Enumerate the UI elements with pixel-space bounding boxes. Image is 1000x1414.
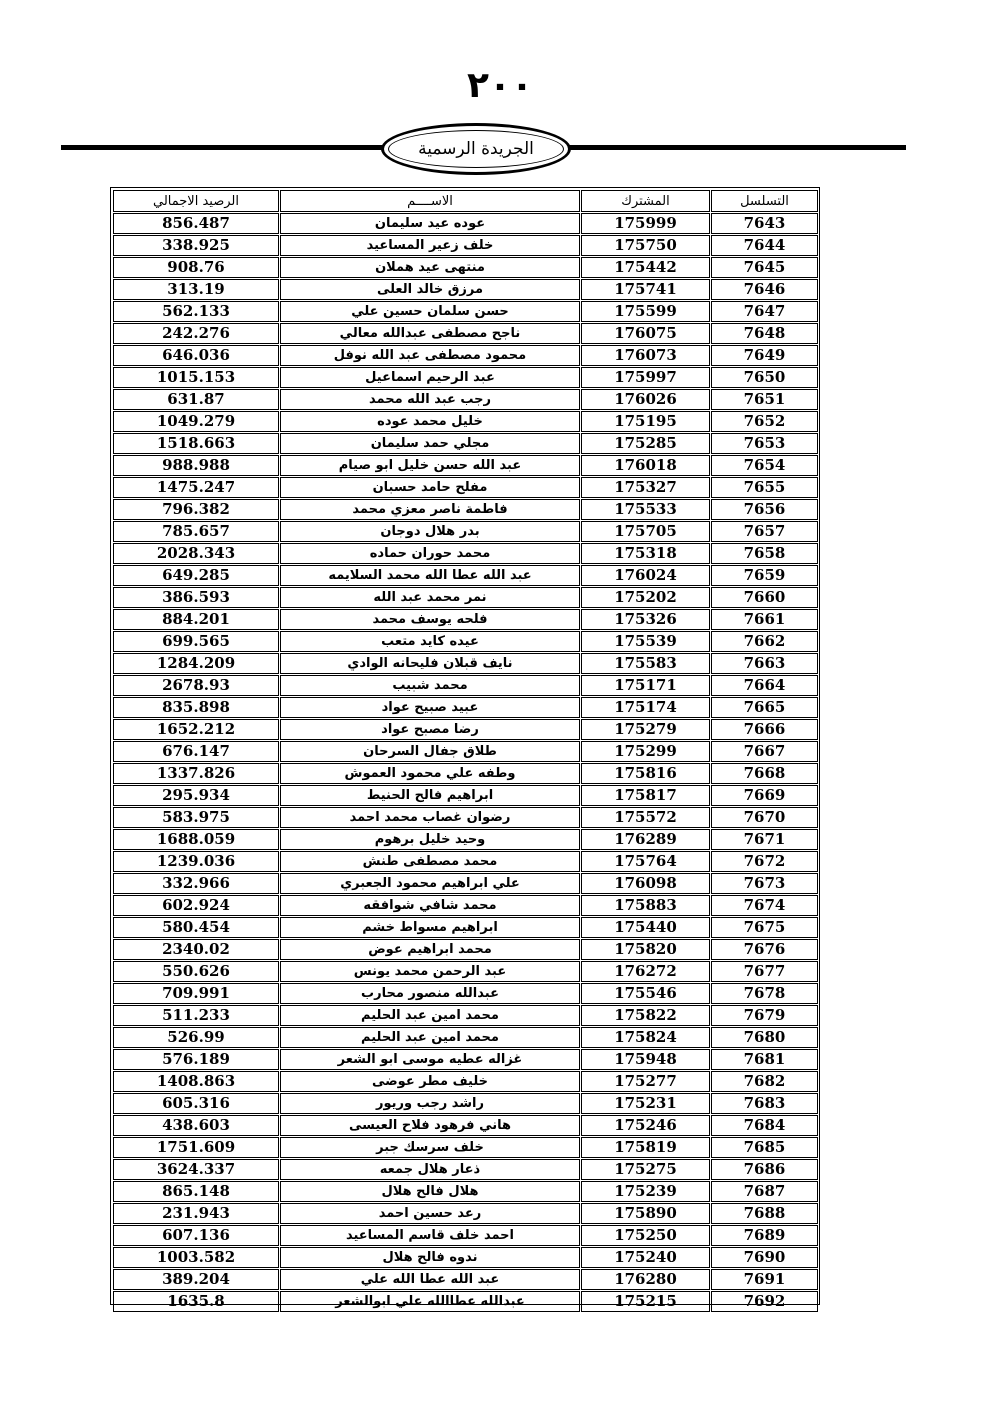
cell-name: منتهى عيد هملان xyxy=(280,257,580,278)
cell-name: عبدالله منصور محارب xyxy=(280,983,580,1004)
subscribers-table-frame xyxy=(110,187,820,1310)
cell-name: بدر هلال دوجان xyxy=(280,521,580,542)
cell-subscriber: 175705 xyxy=(581,521,710,542)
cell-serial: 7687 xyxy=(711,1181,818,1202)
cell-subscriber: 175277 xyxy=(581,1071,710,1092)
cell-serial: 7663 xyxy=(711,653,818,674)
cell-name: مرزق خالد العلى xyxy=(280,279,580,300)
cell-subscriber: 176075 xyxy=(581,323,710,344)
cell-balance: 1751.609 xyxy=(113,1137,279,1158)
cell-serial: 7653 xyxy=(711,433,818,454)
column-header-name: الاســــم xyxy=(280,190,580,212)
cell-name: محمد مصطفى طنش xyxy=(280,851,580,872)
table-row xyxy=(113,499,818,520)
table-row xyxy=(113,1027,818,1048)
table-row xyxy=(113,257,818,278)
table-row xyxy=(113,1071,818,1092)
cell-balance: 884.201 xyxy=(113,609,279,630)
cell-serial: 7683 xyxy=(711,1093,818,1114)
cell-name: مفلح حامد حسبان xyxy=(280,477,580,498)
cell-balance: 332.966 xyxy=(113,873,279,894)
cell-balance: 1635.8 xyxy=(113,1291,279,1312)
cell-subscriber: 175299 xyxy=(581,741,710,762)
cell-balance: 865.148 xyxy=(113,1181,279,1202)
table-row xyxy=(113,631,818,652)
cell-balance: 242.276 xyxy=(113,323,279,344)
cell-balance: 1003.582 xyxy=(113,1247,279,1268)
cell-name: هلال فالح هلال xyxy=(280,1181,580,1202)
table-row xyxy=(113,279,818,300)
cell-serial: 7656 xyxy=(711,499,818,520)
cell-serial: 7662 xyxy=(711,631,818,652)
cell-serial: 7674 xyxy=(711,895,818,916)
table-row xyxy=(113,1181,818,1202)
cell-subscriber: 175997 xyxy=(581,367,710,388)
cell-subscriber: 175820 xyxy=(581,939,710,960)
cell-serial: 7675 xyxy=(711,917,818,938)
cell-subscriber: 175750 xyxy=(581,235,710,256)
cell-balance: 1652.212 xyxy=(113,719,279,740)
cell-serial: 7650 xyxy=(711,367,818,388)
cell-subscriber: 175583 xyxy=(581,653,710,674)
cell-name: ناجح مصطفى عبدالله معالي xyxy=(280,323,580,344)
cell-serial: 7659 xyxy=(711,565,818,586)
cell-name: عبد الله عطا الله علي xyxy=(280,1269,580,1290)
table-row xyxy=(113,785,818,806)
table-header-row xyxy=(113,190,818,212)
cell-balance: 313.19 xyxy=(113,279,279,300)
gazette-title: الجريدة الرسمية xyxy=(418,139,534,159)
table-row xyxy=(113,235,818,256)
cell-serial: 7660 xyxy=(711,587,818,608)
cell-name: خليل محمد عوده xyxy=(280,411,580,432)
cell-name: عبد الرحمن محمد يونس xyxy=(280,961,580,982)
cell-name: خلف سرسك جبر xyxy=(280,1137,580,1158)
cell-name: وطفه علي محمود العموش xyxy=(280,763,580,784)
cell-subscriber: 175246 xyxy=(581,1115,710,1136)
cell-name: عبيد صبيح عواد xyxy=(280,697,580,718)
cell-balance: 709.991 xyxy=(113,983,279,1004)
table-row xyxy=(113,521,818,542)
table-row xyxy=(113,1269,818,1290)
cell-subscriber: 176098 xyxy=(581,873,710,894)
table-row xyxy=(113,1115,818,1136)
cell-name: عبد الله عطا الله محمد السلايمه xyxy=(280,565,580,586)
cell-serial: 7673 xyxy=(711,873,818,894)
table-row xyxy=(113,895,818,916)
column-header-serial: التسلسل xyxy=(711,190,818,212)
cell-name: محمد شبيب xyxy=(280,675,580,696)
table-row xyxy=(113,323,818,344)
cell-subscriber: 175239 xyxy=(581,1181,710,1202)
cell-balance: 649.285 xyxy=(113,565,279,586)
cell-subscriber: 175741 xyxy=(581,279,710,300)
cell-name: ابراهيم فالح الحنيط xyxy=(280,785,580,806)
page-number: ٢٠٠ xyxy=(467,65,533,106)
table-row xyxy=(113,983,818,1004)
cell-name: احمد خلف قاسم المساعيد xyxy=(280,1225,580,1246)
cell-name: مجلي حمد سليمان xyxy=(280,433,580,454)
table-row xyxy=(113,477,818,498)
table-row xyxy=(113,939,818,960)
cell-subscriber: 175999 xyxy=(581,213,710,234)
cell-subscriber: 175171 xyxy=(581,675,710,696)
cell-name: علي ابراهيم محمود الجعبري xyxy=(280,873,580,894)
cell-name: ندوه فالح هلال xyxy=(280,1247,580,1268)
cell-balance: 550.626 xyxy=(113,961,279,982)
cell-balance: 583.975 xyxy=(113,807,279,828)
table-row xyxy=(113,1005,818,1026)
table-row xyxy=(113,1137,818,1158)
cell-subscriber: 175250 xyxy=(581,1225,710,1246)
table-row xyxy=(113,367,818,388)
cell-subscriber: 176018 xyxy=(581,455,710,476)
cell-subscriber: 175318 xyxy=(581,543,710,564)
table-row xyxy=(113,301,818,322)
cell-name: رعد حسين احمد xyxy=(280,1203,580,1224)
table-row xyxy=(113,1225,818,1246)
cell-subscriber: 175599 xyxy=(581,301,710,322)
table-row xyxy=(113,455,818,476)
cell-subscriber: 175883 xyxy=(581,895,710,916)
cell-subscriber: 175440 xyxy=(581,917,710,938)
cell-serial: 7677 xyxy=(711,961,818,982)
cell-serial: 7670 xyxy=(711,807,818,828)
cell-serial: 7667 xyxy=(711,741,818,762)
cell-balance: 699.565 xyxy=(113,631,279,652)
table-row xyxy=(113,873,818,894)
cell-serial: 7651 xyxy=(711,389,818,410)
cell-balance: 295.934 xyxy=(113,785,279,806)
cell-serial: 7645 xyxy=(711,257,818,278)
table-row xyxy=(113,609,818,630)
cell-name: وحيد خليل برهوم xyxy=(280,829,580,850)
cell-name: محمد حوران حماده xyxy=(280,543,580,564)
cell-name: عبد الرحيم اسماعيل xyxy=(280,367,580,388)
cell-serial: 7668 xyxy=(711,763,818,784)
cell-serial: 7686 xyxy=(711,1159,818,1180)
cell-balance: 338.925 xyxy=(113,235,279,256)
table-row xyxy=(113,213,818,234)
cell-name: غزاله عطيه موسى ابو الشعر xyxy=(280,1049,580,1070)
cell-balance: 1337.826 xyxy=(113,763,279,784)
cell-balance: 988.988 xyxy=(113,455,279,476)
cell-subscriber: 175195 xyxy=(581,411,710,432)
cell-serial: 7669 xyxy=(711,785,818,806)
cell-name: محمد امين عبد الحليم xyxy=(280,1027,580,1048)
cell-balance: 3624.337 xyxy=(113,1159,279,1180)
cell-name: خلف زعير المساعيد xyxy=(280,235,580,256)
table-row xyxy=(113,697,818,718)
cell-balance: 796.382 xyxy=(113,499,279,520)
gazette-title-oval xyxy=(381,123,571,175)
table-row xyxy=(113,565,818,586)
cell-name: رضوان غصاب محمد احمد xyxy=(280,807,580,828)
table-row xyxy=(113,917,818,938)
cell-name: محمد شافي شوافقه xyxy=(280,895,580,916)
cell-name: خليف مطر عوضى xyxy=(280,1071,580,1092)
cell-subscriber: 175539 xyxy=(581,631,710,652)
table-row xyxy=(113,1093,818,1114)
cell-balance: 835.898 xyxy=(113,697,279,718)
cell-balance: 602.924 xyxy=(113,895,279,916)
table-row xyxy=(113,433,818,454)
cell-serial: 7644 xyxy=(711,235,818,256)
table-row xyxy=(113,763,818,784)
cell-serial: 7676 xyxy=(711,939,818,960)
cell-serial: 7671 xyxy=(711,829,818,850)
cell-subscriber: 176272 xyxy=(581,961,710,982)
cell-serial: 7692 xyxy=(711,1291,818,1312)
table-row xyxy=(113,345,818,366)
cell-subscriber: 175824 xyxy=(581,1027,710,1048)
cell-balance: 1408.863 xyxy=(113,1071,279,1092)
cell-name: محمود مصطفى عبد الله نوفل xyxy=(280,345,580,366)
table-row xyxy=(113,1159,818,1180)
cell-serial: 7649 xyxy=(711,345,818,366)
cell-subscriber: 175174 xyxy=(581,697,710,718)
cell-balance: 1049.279 xyxy=(113,411,279,432)
cell-serial: 7682 xyxy=(711,1071,818,1092)
cell-subscriber: 175240 xyxy=(581,1247,710,1268)
cell-name: فلحه يوسف محمد xyxy=(280,609,580,630)
cell-name: محمد امين عبد الحليم xyxy=(280,1005,580,1026)
cell-subscriber: 175275 xyxy=(581,1159,710,1180)
table-row xyxy=(113,675,818,696)
column-header-balance: الرصيد الاجمالي xyxy=(113,190,279,212)
cell-serial: 7691 xyxy=(711,1269,818,1290)
cell-name: نايف قبلان فليحانه الوادي xyxy=(280,653,580,674)
column-header-subscriber: المشترك xyxy=(581,190,710,212)
cell-serial: 7664 xyxy=(711,675,818,696)
cell-serial: 7665 xyxy=(711,697,818,718)
cell-serial: 7658 xyxy=(711,543,818,564)
cell-subscriber: 175816 xyxy=(581,763,710,784)
cell-subscriber: 175948 xyxy=(581,1049,710,1070)
cell-name: محمد ابراهيم عوض xyxy=(280,939,580,960)
cell-subscriber: 175546 xyxy=(581,983,710,1004)
cell-balance: 908.76 xyxy=(113,257,279,278)
table-row xyxy=(113,851,818,872)
cell-balance: 389.204 xyxy=(113,1269,279,1290)
table-row xyxy=(113,719,818,740)
cell-balance: 605.316 xyxy=(113,1093,279,1114)
cell-name: طلاق جفال السرحان xyxy=(280,741,580,762)
cell-balance: 1239.036 xyxy=(113,851,279,872)
table-row xyxy=(113,1291,818,1312)
cell-name: رضا مصبح عواد xyxy=(280,719,580,740)
cell-serial: 7672 xyxy=(711,851,818,872)
cell-balance: 386.593 xyxy=(113,587,279,608)
cell-subscriber: 175231 xyxy=(581,1093,710,1114)
cell-serial: 7647 xyxy=(711,301,818,322)
cell-subscriber: 175822 xyxy=(581,1005,710,1026)
table-body xyxy=(113,213,818,1312)
cell-balance: 2340.02 xyxy=(113,939,279,960)
cell-serial: 7643 xyxy=(711,213,818,234)
cell-name: عيده كايد متعب xyxy=(280,631,580,652)
cell-name: هاني فرهود فلاح العيسى xyxy=(280,1115,580,1136)
cell-serial: 7646 xyxy=(711,279,818,300)
cell-serial: 7655 xyxy=(711,477,818,498)
cell-subscriber: 175819 xyxy=(581,1137,710,1158)
cell-serial: 7681 xyxy=(711,1049,818,1070)
table-row xyxy=(113,1247,818,1268)
cell-subscriber: 176073 xyxy=(581,345,710,366)
table-row xyxy=(113,807,818,828)
cell-name: ابراهيم مسواط خشم xyxy=(280,917,580,938)
cell-subscriber: 176024 xyxy=(581,565,710,586)
subscribers-table xyxy=(112,189,819,1313)
cell-balance: 438.603 xyxy=(113,1115,279,1136)
cell-subscriber: 176026 xyxy=(581,389,710,410)
table-row xyxy=(113,587,818,608)
cell-balance: 1284.209 xyxy=(113,653,279,674)
cell-name: فاطمة ناصر معزي محمد xyxy=(280,499,580,520)
cell-serial: 7678 xyxy=(711,983,818,1004)
cell-balance: 1475.247 xyxy=(113,477,279,498)
cell-subscriber: 175764 xyxy=(581,851,710,872)
cell-balance: 580.454 xyxy=(113,917,279,938)
cell-subscriber: 175890 xyxy=(581,1203,710,1224)
cell-balance: 511.233 xyxy=(113,1005,279,1026)
table-row xyxy=(113,389,818,410)
cell-subscriber: 175202 xyxy=(581,587,710,608)
cell-name: حسن سلمان حسين علي xyxy=(280,301,580,322)
cell-subscriber: 175327 xyxy=(581,477,710,498)
table-row xyxy=(113,1049,818,1070)
cell-name: راشد رجب وريور xyxy=(280,1093,580,1114)
cell-balance: 1688.059 xyxy=(113,829,279,850)
cell-serial: 7654 xyxy=(711,455,818,476)
cell-name: نمر محمد عبد الله xyxy=(280,587,580,608)
cell-balance: 231.943 xyxy=(113,1203,279,1224)
cell-balance: 676.147 xyxy=(113,741,279,762)
table-row xyxy=(113,653,818,674)
cell-serial: 7666 xyxy=(711,719,818,740)
table-row xyxy=(113,411,818,432)
cell-subscriber: 175215 xyxy=(581,1291,710,1312)
cell-subscriber: 176280 xyxy=(581,1269,710,1290)
cell-serial: 7690 xyxy=(711,1247,818,1268)
cell-balance: 607.136 xyxy=(113,1225,279,1246)
table-row xyxy=(113,741,818,762)
cell-serial: 7648 xyxy=(711,323,818,344)
cell-serial: 7652 xyxy=(711,411,818,432)
table-row xyxy=(113,829,818,850)
cell-serial: 7680 xyxy=(711,1027,818,1048)
cell-name: ذعار هلال جمعه xyxy=(280,1159,580,1180)
cell-name: عبدالله عطاالله علي ابوالشعر xyxy=(280,1291,580,1312)
cell-subscriber: 176289 xyxy=(581,829,710,850)
table-row xyxy=(113,1203,818,1224)
cell-balance: 576.189 xyxy=(113,1049,279,1070)
cell-serial: 7679 xyxy=(711,1005,818,1026)
cell-subscriber: 175285 xyxy=(581,433,710,454)
cell-serial: 7689 xyxy=(711,1225,818,1246)
cell-balance: 856.487 xyxy=(113,213,279,234)
cell-serial: 7688 xyxy=(711,1203,818,1224)
cell-subscriber: 175533 xyxy=(581,499,710,520)
cell-serial: 7684 xyxy=(711,1115,818,1136)
cell-name: عبد الله حسن خليل ابو صيام xyxy=(280,455,580,476)
cell-name: عوده عيد سليمان xyxy=(280,213,580,234)
cell-balance: 2028.343 xyxy=(113,543,279,564)
table-row xyxy=(113,961,818,982)
cell-serial: 7657 xyxy=(711,521,818,542)
cell-subscriber: 175572 xyxy=(581,807,710,828)
table-row xyxy=(113,543,818,564)
cell-subscriber: 175326 xyxy=(581,609,710,630)
cell-balance: 1015.153 xyxy=(113,367,279,388)
cell-balance: 785.657 xyxy=(113,521,279,542)
cell-subscriber: 175817 xyxy=(581,785,710,806)
cell-balance: 562.133 xyxy=(113,301,279,322)
cell-name: رجب عبد الله محمد xyxy=(280,389,580,410)
cell-serial: 7685 xyxy=(711,1137,818,1158)
cell-balance: 526.99 xyxy=(113,1027,279,1048)
cell-balance: 2678.93 xyxy=(113,675,279,696)
cell-balance: 1518.663 xyxy=(113,433,279,454)
cell-balance: 631.87 xyxy=(113,389,279,410)
cell-serial: 7661 xyxy=(711,609,818,630)
cell-balance: 646.036 xyxy=(113,345,279,366)
cell-subscriber: 175442 xyxy=(581,257,710,278)
cell-subscriber: 175279 xyxy=(581,719,710,740)
